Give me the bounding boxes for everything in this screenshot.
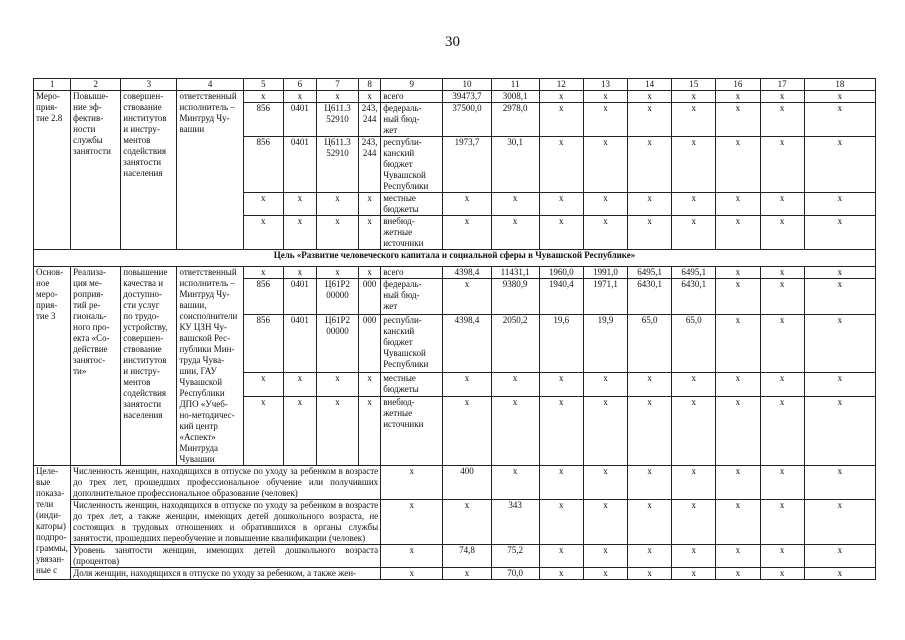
- table-cell: 9380,9: [491, 279, 539, 314]
- indicator-value: x: [443, 500, 491, 545]
- indicator-value: 75,2: [491, 545, 539, 568]
- table-cell: x: [359, 91, 381, 103]
- table-cell: x: [243, 193, 283, 216]
- indicator-value: x: [804, 568, 875, 580]
- table-cell: x: [804, 372, 875, 396]
- table-cell: x: [760, 314, 804, 372]
- table-cell: x: [716, 193, 760, 216]
- table-cell: федераль- ный бюд- жет: [381, 103, 443, 137]
- table-cell: x: [804, 103, 875, 137]
- indicator-value: x: [672, 500, 716, 545]
- table-cell: x: [716, 396, 760, 465]
- indicator-value: x: [583, 466, 627, 500]
- indicator-value: 400: [443, 466, 491, 500]
- table-cell: x: [804, 216, 875, 250]
- table-cell: x: [443, 372, 491, 396]
- table-cell: 30,1: [491, 137, 539, 193]
- table-cell: x: [760, 396, 804, 465]
- table-cell: x: [283, 91, 316, 103]
- header-cell: 8: [359, 79, 381, 91]
- table-cell: 37500,0: [443, 103, 491, 137]
- indicator-value: 74,8: [443, 545, 491, 568]
- table-cell: x: [716, 279, 760, 314]
- header-cell: 7: [316, 79, 358, 91]
- table-cell: 6495,1: [672, 267, 716, 279]
- table-cell: x: [359, 193, 381, 216]
- header-cell: 2: [71, 79, 121, 91]
- table-cell: 65,0: [628, 314, 672, 372]
- table-cell: 0401: [283, 314, 316, 372]
- header-cell: 9: [381, 79, 443, 91]
- table-cell: внебюд- жетные источники: [381, 216, 443, 250]
- table-cell: x: [243, 372, 283, 396]
- indicator-value: x: [583, 500, 627, 545]
- table-cell: 000: [359, 314, 381, 372]
- table-cell: x: [539, 396, 583, 465]
- table-cell: 6430,1: [672, 279, 716, 314]
- table-cell: x: [539, 91, 583, 103]
- table-cell: 1991,0: [583, 267, 627, 279]
- table-cell: 856: [243, 137, 283, 193]
- table-cell: x: [283, 396, 316, 465]
- table-cell: x: [539, 372, 583, 396]
- table-cell: 2978,0: [491, 103, 539, 137]
- indicator-value: x: [539, 568, 583, 580]
- table-cell: x: [804, 396, 875, 465]
- table-cell: 243, 244: [359, 137, 381, 193]
- table-cell: внебюд- жетные источники: [381, 396, 443, 465]
- table-cell: x: [443, 193, 491, 216]
- table-cell: x: [760, 216, 804, 250]
- table-cell: 1971,1: [583, 279, 627, 314]
- table-cell: x: [539, 216, 583, 250]
- header-cell: 10: [443, 79, 491, 91]
- table-cell: Ц611.3 52910: [316, 137, 358, 193]
- table-cell: Ц61Р2 00000: [316, 314, 358, 372]
- table-cell: x: [804, 267, 875, 279]
- table-cell: x: [316, 267, 358, 279]
- indicator-value: x: [804, 500, 875, 545]
- table-cell: x: [316, 193, 358, 216]
- table-cell: 65,0: [672, 314, 716, 372]
- table-cell: x: [583, 91, 627, 103]
- table-cell: x: [716, 103, 760, 137]
- indicator-text: Уровень занятости женщин, имеющих детей дошкольного возраста (процентов): [71, 545, 381, 568]
- table-cell: x: [760, 137, 804, 193]
- table-cell: x: [672, 137, 716, 193]
- indicator-value: x: [628, 568, 672, 580]
- indicator-value: x: [628, 466, 672, 500]
- goal-row: [34, 250, 876, 267]
- table-cell: x: [760, 267, 804, 279]
- table-cell: x: [716, 372, 760, 396]
- table-cell: 0401: [283, 137, 316, 193]
- indicator-value: 70,0: [491, 568, 539, 580]
- label-cell: ответственный исполнитель – Минтруд Чу- вашии, соисполнители КУ ЦЗН Чу- вашской Рес- публики Мин- труда Чува- шии, ГАУ Чувашской Республики ДПО «Учеб- но-методичес- кий центр «Аспект» Минтруда Чувашии: [177, 267, 243, 466]
- table-cell: x: [359, 216, 381, 250]
- indicator-value: 343: [491, 500, 539, 545]
- header-cell: 11: [491, 79, 539, 91]
- table-cell: x: [672, 103, 716, 137]
- table-cell: 1940,4: [539, 279, 583, 314]
- table-cell: 856: [243, 279, 283, 314]
- header-cell: 13: [583, 79, 627, 91]
- indicator-value: x: [443, 568, 491, 580]
- indicator-text: Численность женщин, находящихся в отпуске по уходу за ребенком в возрасте до трех лет, а также женщин, имеющих детей дошкольного возраста, не состоящих в трудовых отношениях и обратившихся в органы службы занятости, прошедших переобучение и повышение квалификации (человек): [71, 500, 381, 545]
- table-cell: 1960,0: [539, 267, 583, 279]
- table-cell: x: [243, 216, 283, 250]
- indicator-text: Доля женщин, находящихся в отпуске по уходу за ребенком, а также жен-: [71, 568, 381, 580]
- table-cell: x: [760, 372, 804, 396]
- label-cell: ответственный исполнитель – Минтруд Чу- вашии: [177, 91, 243, 250]
- indicator-text: Численность женщин, находящихся в отпуске по уходу за ребенком в возрасте до трех лет, прошедших профессиональное обучение или получивших дополнительное профессиональное образование (человек): [71, 466, 381, 500]
- indicator-value: x: [760, 466, 804, 500]
- table-cell: x: [583, 137, 627, 193]
- table-cell: x: [628, 193, 672, 216]
- table-cell: всего: [381, 267, 443, 279]
- table-cell: всего: [381, 91, 443, 103]
- table-cell: x: [672, 372, 716, 396]
- table-cell: x: [672, 91, 716, 103]
- header-cell: 5: [243, 79, 283, 91]
- header-cell: 17: [760, 79, 804, 91]
- table-cell: x: [316, 216, 358, 250]
- table-cell: x: [539, 193, 583, 216]
- table-cell: x: [491, 193, 539, 216]
- table-cell: x: [760, 103, 804, 137]
- indicator-value: x: [672, 466, 716, 500]
- header-cell: 4: [177, 79, 243, 91]
- table-cell: 3008,1: [491, 91, 539, 103]
- indicator-value: x: [716, 545, 760, 568]
- indicator-value: x: [628, 545, 672, 568]
- table-cell: 0401: [283, 103, 316, 137]
- table-cell: x: [583, 193, 627, 216]
- indicator-value: x: [672, 568, 716, 580]
- label-cell: Реализа- ция ме- роприя- тий ре- гиональ- ного про- екта «Со- действие занятос- ти»: [71, 267, 121, 466]
- table-cell: x: [491, 372, 539, 396]
- table-cell: местные бюджеты: [381, 372, 443, 396]
- label-cell: Меро- прия- тие 2.8: [34, 91, 71, 250]
- indicator-value: x: [804, 466, 875, 500]
- table-cell: x: [443, 216, 491, 250]
- table-cell: x: [716, 267, 760, 279]
- table-cell: x: [628, 396, 672, 465]
- table-cell: 6430,1: [628, 279, 672, 314]
- table-cell: x: [716, 91, 760, 103]
- table-cell: Ц611.3 52910: [316, 103, 358, 137]
- indicator-value: x: [760, 500, 804, 545]
- table-cell: x: [491, 216, 539, 250]
- header-cell: 14: [628, 79, 672, 91]
- table-cell: x: [316, 396, 358, 465]
- label-cell: Повыше- ние эф- фектив- ности службы занятости: [71, 91, 121, 250]
- table-cell: x: [283, 193, 316, 216]
- table-cell: x: [359, 372, 381, 396]
- header-cell: 1: [34, 79, 71, 91]
- table-cell: x: [243, 396, 283, 465]
- table-cell: 856: [243, 103, 283, 137]
- table-cell: x: [628, 103, 672, 137]
- table-cell: x: [804, 193, 875, 216]
- indicator-value: x: [716, 466, 760, 500]
- table-cell: 0401: [283, 279, 316, 314]
- table-cell: x: [628, 372, 672, 396]
- indicator-value: x: [381, 466, 443, 500]
- table-cell: x: [716, 216, 760, 250]
- page-number: 30: [445, 34, 460, 50]
- table-row: [34, 91, 876, 103]
- table-cell: x: [359, 267, 381, 279]
- table-cell: x: [716, 137, 760, 193]
- table-cell: 11431,1: [491, 267, 539, 279]
- indicator-value: x: [628, 500, 672, 545]
- label-cell: Целе- вые показа- тели (инди- каторы) подпро- граммы, увязан- ные с: [34, 466, 71, 580]
- goal-heading: Цель «Развитие человеческого капитала и социальной сферы в Чувашской Республике»: [34, 250, 876, 267]
- table-cell: x: [804, 279, 875, 314]
- table-cell: x: [804, 91, 875, 103]
- table-cell: x: [628, 91, 672, 103]
- table-cell: x: [583, 396, 627, 465]
- table-cell: x: [243, 91, 283, 103]
- header-cell: 16: [716, 79, 760, 91]
- table-cell: федераль- ный бюд- жет: [381, 279, 443, 314]
- table-cell: x: [316, 91, 358, 103]
- table-cell: 39473,7: [443, 91, 491, 103]
- header-cell: 6: [283, 79, 316, 91]
- indicator-row: [34, 545, 876, 568]
- table-cell: 856: [243, 314, 283, 372]
- table-cell: x: [583, 216, 627, 250]
- table-cell: x: [760, 279, 804, 314]
- table-cell: x: [539, 137, 583, 193]
- table-cell: 2050,2: [491, 314, 539, 372]
- table-cell: 6495,1: [628, 267, 672, 279]
- table-cell: республи- канский бюджет Чувашской Республики: [381, 314, 443, 372]
- header-cell: 12: [539, 79, 583, 91]
- indicator-value: x: [381, 500, 443, 545]
- table-cell: республи- канский бюджет Чувашской Республики: [381, 137, 443, 193]
- table-cell: x: [672, 396, 716, 465]
- indicator-value: x: [716, 568, 760, 580]
- header-cell: 18: [804, 79, 875, 91]
- table-cell: x: [316, 372, 358, 396]
- header-cell: 15: [672, 79, 716, 91]
- table-cell: x: [443, 279, 491, 314]
- indicator-value: x: [539, 545, 583, 568]
- table-cell: x: [672, 193, 716, 216]
- table-cell: 19,6: [539, 314, 583, 372]
- indicator-row: [34, 466, 876, 500]
- table-cell: x: [804, 137, 875, 193]
- indicator-value: x: [539, 500, 583, 545]
- table-cell: x: [628, 137, 672, 193]
- indicator-value: x: [760, 545, 804, 568]
- table-cell: x: [491, 396, 539, 465]
- table-cell: x: [760, 193, 804, 216]
- table-cell: x: [443, 396, 491, 465]
- budget-table: [33, 78, 876, 580]
- indicator-value: x: [491, 466, 539, 500]
- table-cell: 1973,7: [443, 137, 491, 193]
- indicator-row: [34, 568, 876, 580]
- table-cell: 243, 244: [359, 103, 381, 137]
- table-cell: местные бюджеты: [381, 193, 443, 216]
- table-cell: x: [628, 216, 672, 250]
- header-row: [34, 79, 876, 91]
- table-row: [34, 267, 876, 279]
- table-cell: 4398,4: [443, 314, 491, 372]
- table-cell: x: [283, 267, 316, 279]
- table-cell: x: [359, 396, 381, 465]
- indicator-value: x: [716, 500, 760, 545]
- table-cell: x: [539, 103, 583, 137]
- table-cell: x: [283, 216, 316, 250]
- table-cell: x: [283, 372, 316, 396]
- label-cell: Основ- ное меро- прия- тие 3: [34, 267, 71, 466]
- indicator-value: x: [381, 568, 443, 580]
- table-cell: x: [672, 216, 716, 250]
- indicator-value: x: [583, 568, 627, 580]
- table-cell: x: [716, 314, 760, 372]
- indicator-value: x: [760, 568, 804, 580]
- table-cell: x: [583, 103, 627, 137]
- indicator-value: x: [672, 545, 716, 568]
- indicator-value: x: [381, 545, 443, 568]
- indicator-value: x: [583, 545, 627, 568]
- table-cell: 4398,4: [443, 267, 491, 279]
- table-cell: 000: [359, 279, 381, 314]
- header-cell: 3: [121, 79, 177, 91]
- indicator-value: x: [804, 545, 875, 568]
- table-cell: x: [804, 314, 875, 372]
- indicator-row: [34, 500, 876, 545]
- table-cell: x: [243, 267, 283, 279]
- table-cell: 19,9: [583, 314, 627, 372]
- table-cell: Ц61Р2 00000: [316, 279, 358, 314]
- label-cell: совершен- ствование институтов и инстру- ментов содействия занятости населения: [121, 91, 177, 250]
- label-cell: повышение качества и доступно- сти услуг по трудо- устройству, совершен- ствование институтов и инстру- ментов содействия занятости населения: [121, 267, 177, 466]
- table-cell: x: [583, 372, 627, 396]
- table-cell: x: [760, 91, 804, 103]
- indicator-value: x: [539, 466, 583, 500]
